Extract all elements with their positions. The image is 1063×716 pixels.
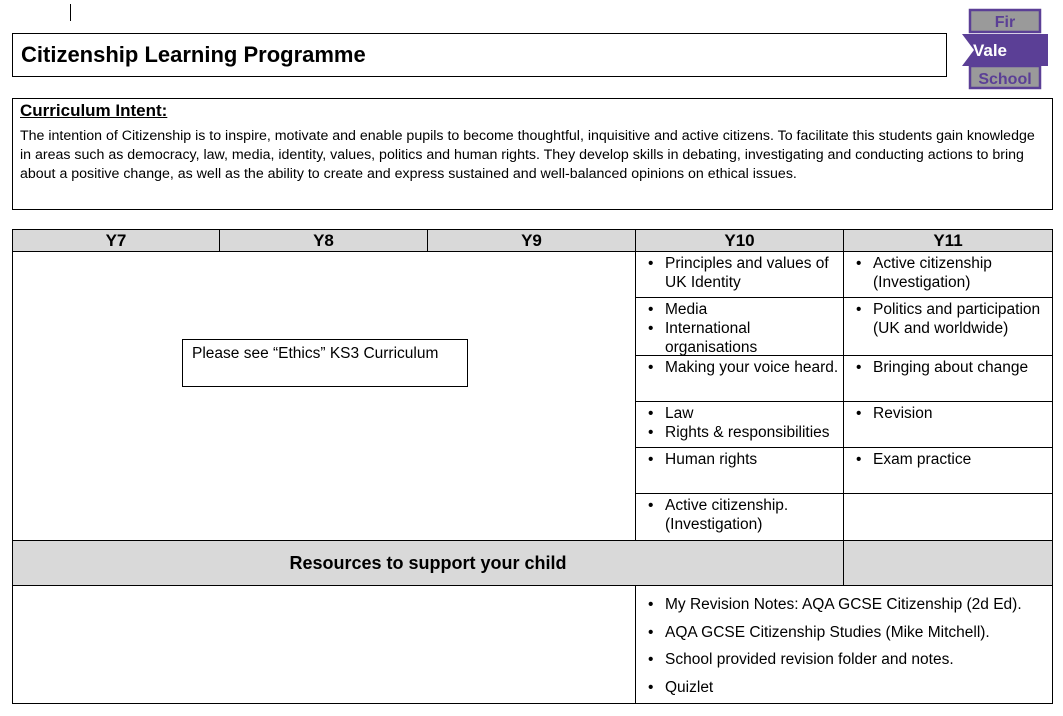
page-title: Citizenship Learning Programme <box>12 33 947 77</box>
resource-item: • AQA GCSE Citizenship Studies (Mike Mitchell). <box>636 619 1052 647</box>
list-item: • Exam practice <box>844 450 1052 469</box>
list-item: • Revision <box>844 404 1052 423</box>
y10-topic-cell <box>636 356 844 402</box>
intent-heading: Curriculum Intent: <box>20 101 168 120</box>
curriculum-table <box>12 229 1053 704</box>
ks3-area <box>13 252 636 541</box>
list-item: • International organisations <box>636 319 843 357</box>
y11-topic-cell <box>844 298 1053 356</box>
list-item: • Media <box>636 300 843 319</box>
list-item: • Bringing about change <box>844 358 1052 377</box>
y11-empty-cell <box>844 494 1053 541</box>
y11-topic-cell <box>844 356 1053 402</box>
resources-list-cell <box>636 586 1053 704</box>
resources-empty-cell <box>13 586 636 704</box>
y10-topic-cell <box>636 252 844 298</box>
list-item: • Active citizenship. (Investigation) <box>636 496 843 534</box>
list-item: • Rights & responsibilities <box>636 423 843 442</box>
resources-heading: Resources to support your child <box>13 541 844 586</box>
y10-topic-cell <box>636 494 844 541</box>
fir-vale-school-logo <box>960 8 1052 92</box>
y11-topic-cell <box>844 252 1053 298</box>
y11-topic-cell <box>844 448 1053 494</box>
header-y10: Y10 <box>636 230 844 252</box>
list-item: • Making your voice heard. <box>636 358 843 377</box>
header-y11: Y11 <box>844 230 1053 252</box>
svg-text:School: School <box>978 71 1032 88</box>
text-cursor <box>70 4 71 21</box>
resource-item: • Quizlet <box>636 674 1052 702</box>
header-y9: Y9 <box>428 230 636 252</box>
y10-topic-cell <box>636 298 844 356</box>
resource-item: • My Revision Notes: AQA GCSE Citizenship (2d Ed). <box>636 591 1052 619</box>
list-item: • Principles and values of UK Identity <box>636 254 843 292</box>
list-item: • Law <box>636 404 843 423</box>
list-item: • Active citizenship (Investigation) <box>844 254 1052 292</box>
svg-text:Fir: Fir <box>994 14 1016 31</box>
list-item: • Human rights <box>636 450 843 469</box>
resources-heading-blank <box>844 541 1053 586</box>
header-y7: Y7 <box>13 230 220 252</box>
y10-topic-cell <box>636 448 844 494</box>
resource-item: • School provided revision folder and notes. <box>636 646 1052 674</box>
list-item: • Politics and participation (UK and worldwide) <box>844 300 1052 338</box>
y11-topic-cell <box>844 402 1053 448</box>
svg-text:Vale: Vale <box>972 41 1008 60</box>
intent-text: The intention of Citizenship is to inspire, motivate and enable pupils to become thoughtful, inquisitive and active citizens. To facilitate this students gain knowledge in areas such as democracy, law, media, identity, values, politics and human rights. They develop skills in debating, investigating and conducting actions to bring about a positive change, as well as the ability to create and express sustained and well-balanced opinions on ethical issues. <box>20 128 1035 182</box>
header-y8: Y8 <box>220 230 428 252</box>
curriculum-intent-box <box>12 98 1053 210</box>
ks3-ethics-note: Please see “Ethics” KS3 Curriculum <box>182 339 468 387</box>
y10-topic-cell <box>636 402 844 448</box>
